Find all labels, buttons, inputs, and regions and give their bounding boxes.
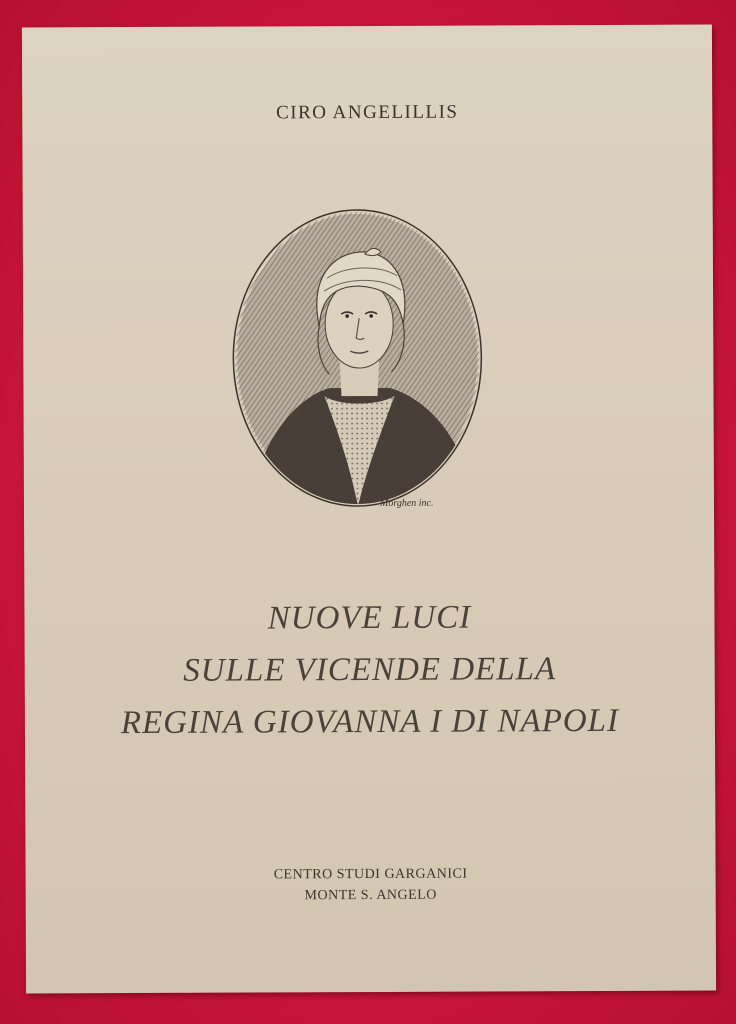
publisher [26,862,716,907]
engraver-signature: Morghen inc. [379,497,434,509]
publisher-line: MONTE S. ANGELO [304,887,437,904]
book-title [24,590,715,749]
title-line: SULLE VICENDE DELLA [183,651,557,689]
book-cover [22,24,716,993]
author-name: CIRO ANGELILLIS [276,101,459,124]
title-line: REGINA GIOVANNA I DI NAPOLI [120,702,620,742]
publisher-line: CENTRO STUDI GARGANICI [273,866,468,883]
title-line: NUOVE LUCI [267,599,472,637]
engraved-portrait-icon [229,205,486,512]
